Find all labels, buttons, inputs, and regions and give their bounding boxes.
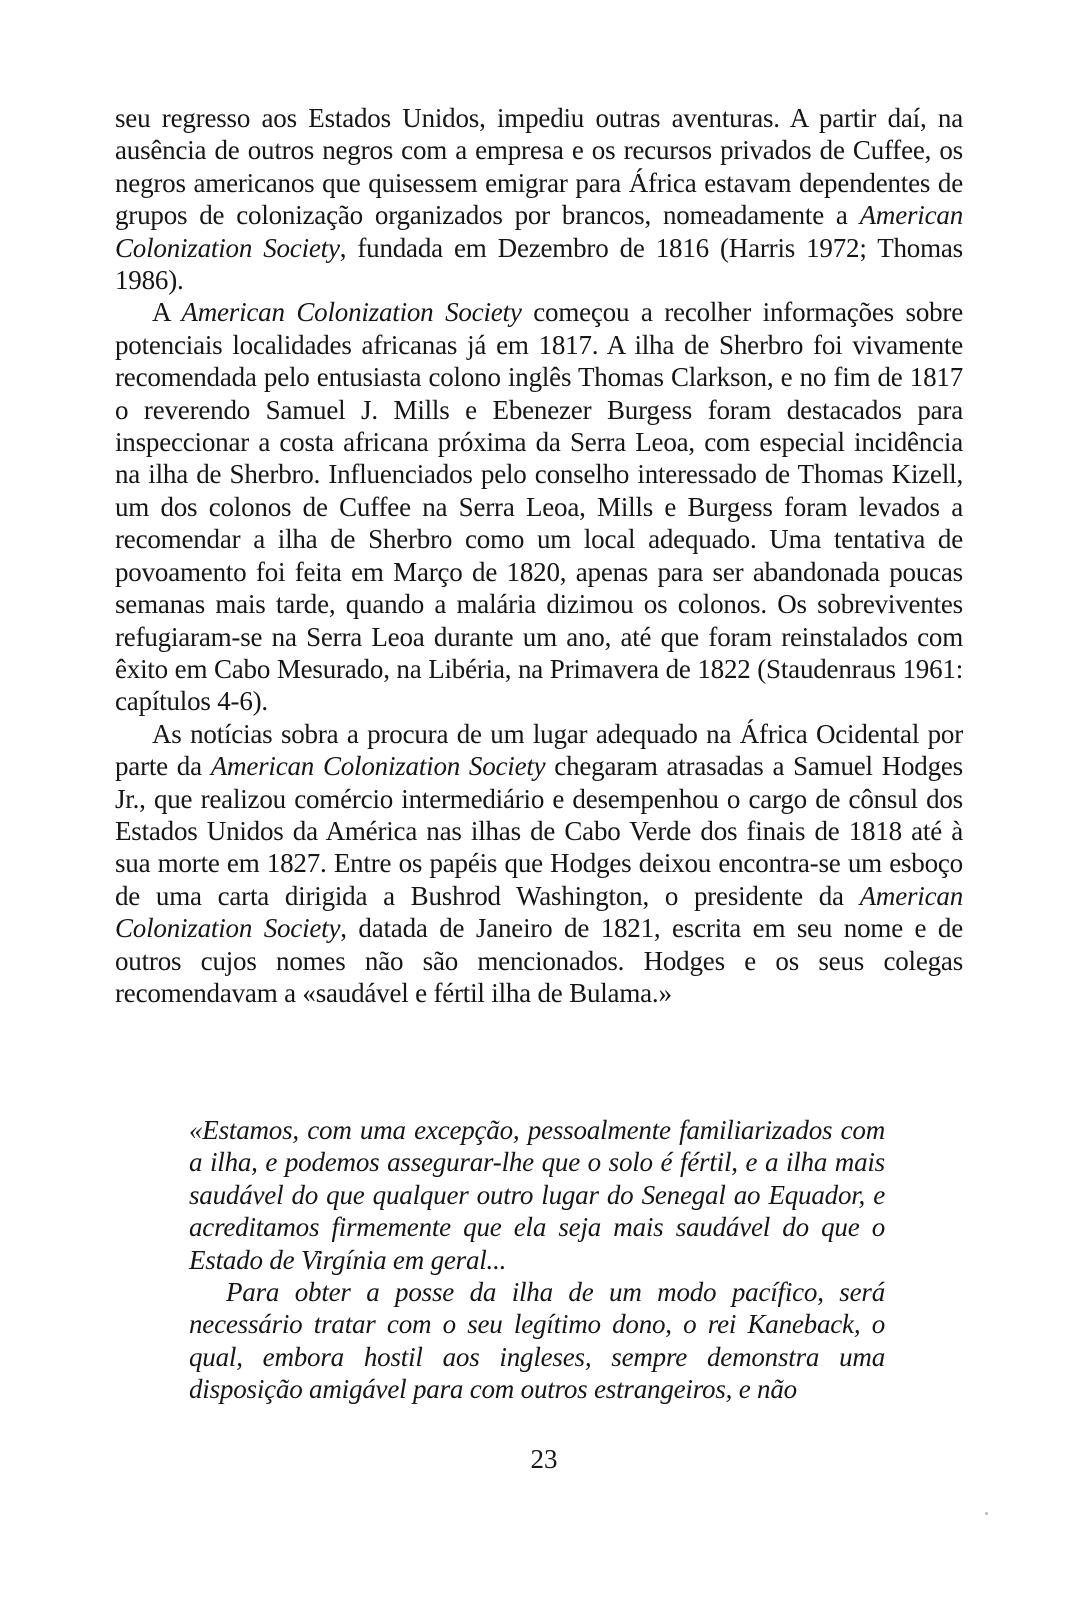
body-text <box>115 102 963 1009</box>
italic-title-run: American Colonization Society <box>181 297 522 328</box>
text-run: chegaram atrasadas a Samuel Hodges Jr., que realizou comércio intermediário e desempenhou o cargo de cônsul dos Estados Unidos da América nas ilhas de Cabo Verde dos finais de 1818 até à sua morte em 1827. Entre os papéis que Hodges deixou encontra-se um esboço de uma carta dirigida a Bushrod Washington, o presidente da <box>115 751 963 911</box>
paragraph-2 <box>115 296 963 717</box>
page-number: 23 <box>530 1444 558 1474</box>
text-run: seu regresso aos Estados Unidos, impediu outras aventuras. A partir daí, na ausência de outros negros com a empresa e os recursos privados de Cuffee, os negros americanos que quisessem emigrar para África estavam dependentes de grupos de colonização organizados por brancos, nomeadamente a <box>115 103 963 231</box>
text-run: , datada de Janeiro de 1821, escrita em seu nome e de outros cujos nomes não são mencionados. Hodges e os seus colegas recomendavam a «saudável e fértil ilha de Bulama.» <box>115 913 964 1008</box>
scan-speck <box>985 1512 988 1515</box>
quote-paragraph-1: «Estamos, com uma excepção, pessoalmente familiarizados com a ilha, e podemos assegurar-lhe que o solo é fértil, e a ilha mais saudável do que qualquer outro lugar do Senegal ao Equador, e acreditamos firmemente que ela seja mais saudável do que o Estado de Virgínia em geral... <box>189 1115 885 1275</box>
quote-paragraph-2: Para obter a posse da ilha de um modo pacífico, será necessário tratar com o seu legítimo dono, o rei Kaneback, o qual, embora hostil aos ingleses, sempre demonstra uma disposição amigável para com outros estrangeiros, e não <box>189 1277 885 1405</box>
italic-title-run: American Colonization Society <box>115 880 963 944</box>
italic-title-run: American Colonization Society <box>115 200 963 263</box>
italic-title-run: American Colonization Society <box>210 751 546 782</box>
paragraph-1 <box>115 102 963 296</box>
block-quote <box>189 1114 885 1406</box>
text-run: A <box>152 297 182 328</box>
text-run: , fundada em Dezembro de 1816 (Harris 1972; Thomas 1986). <box>115 232 963 296</box>
paragraph-3 <box>115 718 963 1010</box>
text-run: As notícias sobra a procura de um lugar adequado na África Ocidental por parte da <box>115 718 963 782</box>
text-run: começou a recolher informações sobre potenciais localidades africanas já em 1817. A ilha de Sherbro foi vivamente recomendada pelo entusiasta colono inglês Thomas Clarkson, e no fim de 1817 o reverendo Samuel J. Mills e Ebenezer Burgess foram destacados para inspeccionar a costa africana próxima da Serra Leoa, com especial incidência na ilha de Sherbro. Influenciados pelo conselho interessado de Thomas Kizell, um dos colonos de Cuffee na Serra Leoa, Mills e Burgess foram levados a recomendar a ilha de Sherbro como um local adequado. Uma tentativa de povoamento foi feita em Março de 1820, apenas para ser abandonada poucas semanas mais tarde, quando a malária dizimou os colonos. Os sobreviventes refugiaram-se na Serra Leoa durante um ano, até que foram reinstalados com êxito em Cabo Mesurado, na Libéria, na Primavera de 1822 (Staudenraus 1961: capítulos 4-6). <box>115 297 963 717</box>
